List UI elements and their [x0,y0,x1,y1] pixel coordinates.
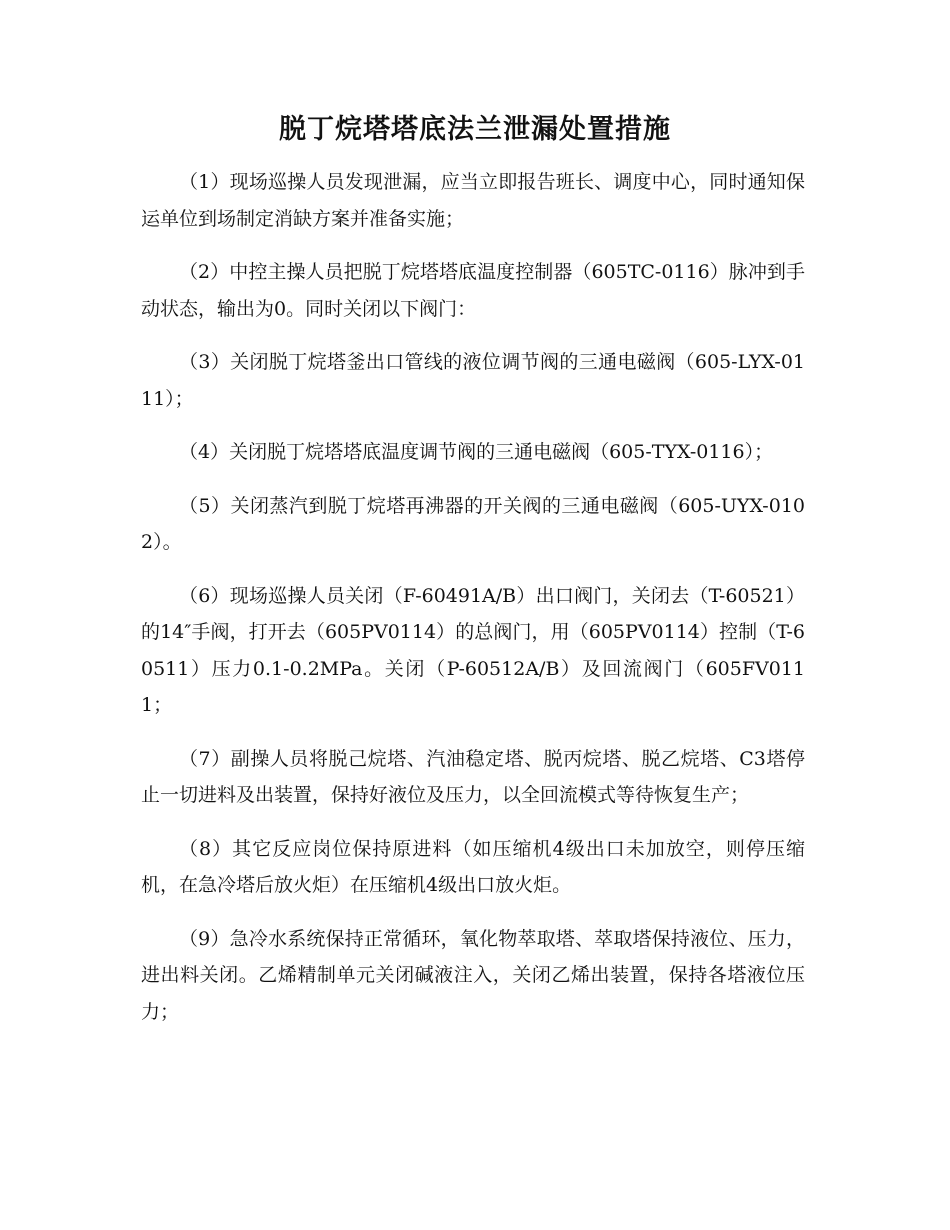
paragraph-6: （6）现场巡操人员关闭（F-60491A/B）出口阀门，关闭去（T-60521）的14″手阀，打开去（605PV0114）的总阀门，用（605PV0114）控制（T-60511）压力0.1-0.2MPa。关闭（P-60512A/B）及回流阀门（605FV0111； [141,584,805,716]
paragraph-9: （9）急冷水系统保持正常循环，氧化物萃取塔、萃取塔保持液位、压力，进出料关闭。乙烯精制单元关闭碱液注入，关闭乙烯出装置，保持各塔液位压力； [141,927,805,1023]
paragraph-7: （7）副操人员将脱己烷塔、汽油稳定塔、脱丙烷塔、脱乙烷塔、C3塔停止一切进料及出装置，保持好液位及压力，以全回流模式等待恢复生产； [141,747,805,806]
paragraph-2: （2）中控主操人员把脱丁烷塔塔底温度控制器（605TC-0116）脉冲到手动状态，输出为0。同时关闭以下阀门： [141,261,805,320]
paragraph-8: （8）其它反应岗位保持原进料（如压缩机4级出口未加放空，则停压缩机，在急冷塔后放火炬）在压缩机4级出口放火炬。 [141,837,805,896]
paragraph-5: （5）关闭蒸汽到脱丁烷塔再沸器的开关阀的三通电磁阀（605-UYX-0102）。 [141,494,805,553]
paragraph-1: （1）现场巡操人员发现泄漏，应当立即报告班长、调度中心，同时通知保运单位到场制定消缺方案并准备实施； [141,171,805,230]
paragraph-4: （4）关闭脱丁烷塔塔底温度调节阀的三通电磁阀（605-TYX-0116）； [179,441,774,463]
document-body [141,164,805,1047]
document-title: 脱丁烷塔塔底法兰泄漏处置措施 [279,114,671,145]
paragraph-3: （3）关闭脱丁烷塔釜出口管线的液位调节阀的三通电磁阀（605-LYX-0111）； [141,351,805,410]
